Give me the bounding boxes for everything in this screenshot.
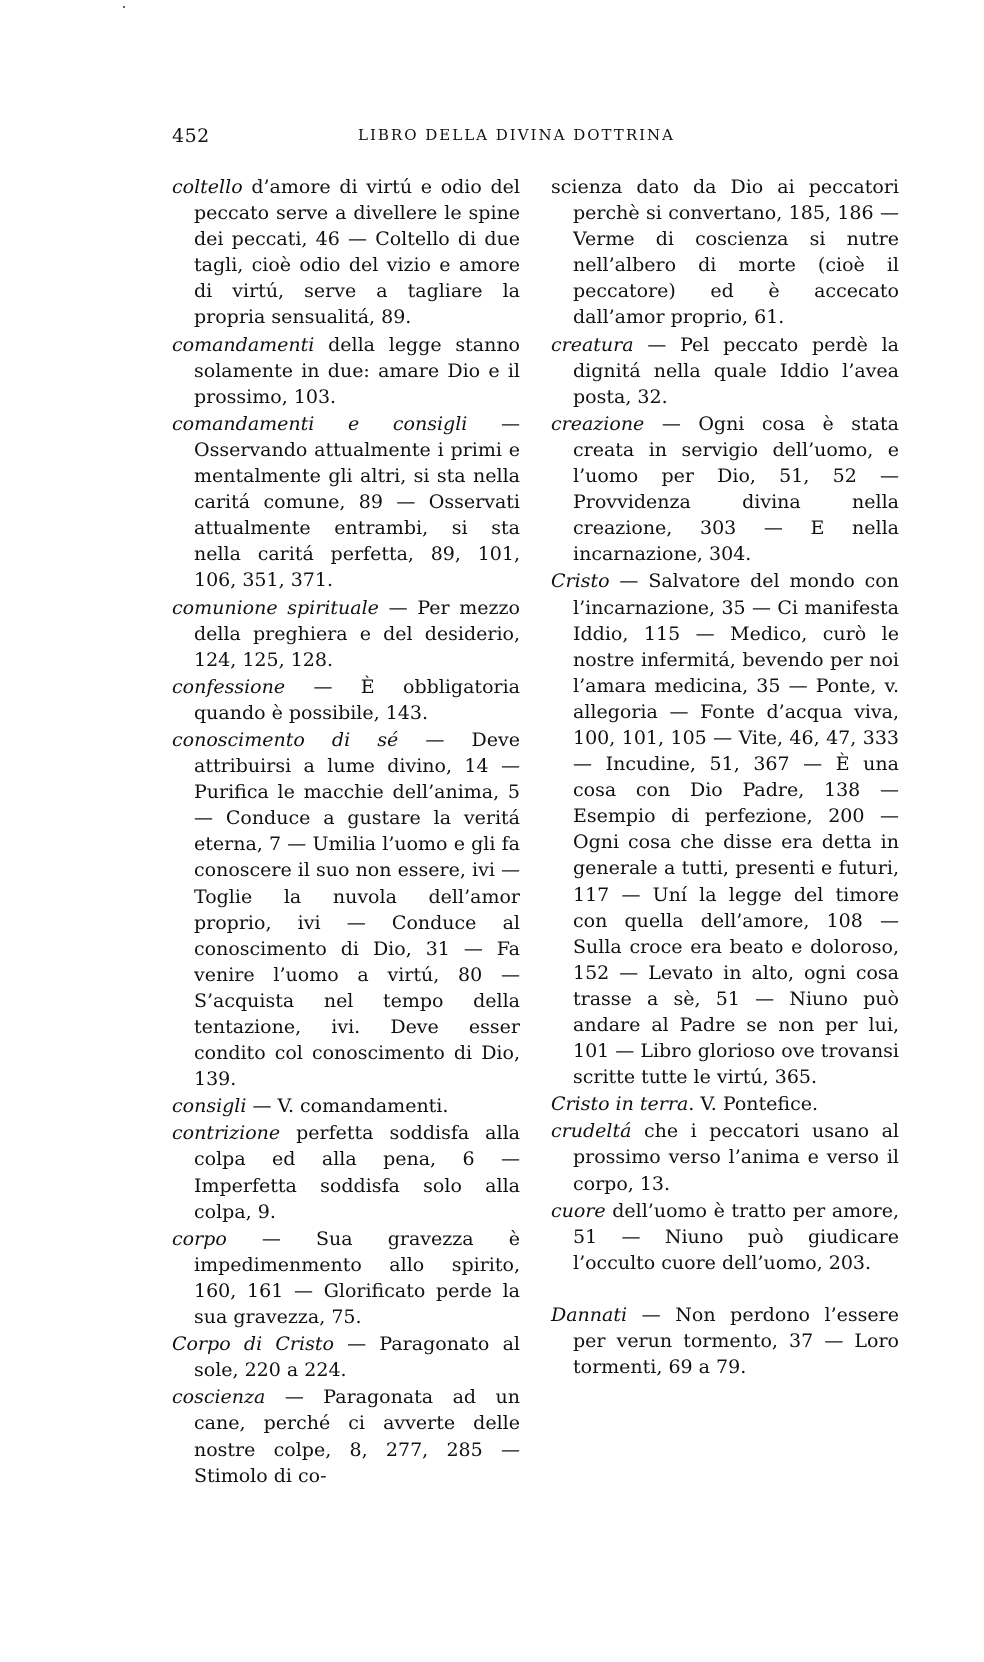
- entry-text: — Non perdono l’essere per verun tormento, 37 — Loro tormenti, 69 a 79.: [573, 1303, 899, 1379]
- index-entry: [172, 674, 520, 726]
- index-entry: [172, 727, 520, 1092]
- index-entry: [551, 1091, 899, 1117]
- index-entry: [172, 332, 520, 410]
- index-entry: [551, 568, 899, 1090]
- entry-headword: consigli: [172, 1095, 247, 1118]
- index-entry: [172, 1384, 520, 1488]
- index-entry: [172, 1120, 520, 1224]
- entry-text: — Salvatore del mondo con l’incarnazione, 35 — Ci manifesta Iddio, 115 — Medico, curò le nostre infermitá, bevendo per noi l’amara medicina, 35 — Ponte, v. allegoria — Fonte d’acqua viva, 100, 101, 105 — Vite, 46, 47, 333 — Incudine, 51, 367 — È una cosa con Dio Padre, 138 — Esempio di perfezione, 200 — Ogni cosa che disse era detta in generale a tutti, presenti e futuri, 117 — Uní la legge del timore con quella dell’amore, 108 — Sulla croce era beato e doloroso, 152 — Levato in alto, ogni cosa trasse a sè, 51 — Niuno può andare al Padre se non per lui, 101 — Libro glorioso ove trovansi scritte tutte le virtú, 365.: [573, 570, 900, 1089]
- index-entry-continued: [551, 174, 899, 331]
- index-entry: [551, 1198, 899, 1276]
- entry-headword: creatura: [551, 333, 634, 356]
- entry-text: — Osservando attualmente i primi e mentalmente gli altri, si sta nella caritá comune, 89 — Osservati attualmente entrambi, si sta nella caritá perfetta, 89, 101, 106, 351, 371.: [194, 412, 520, 592]
- entry-text: scienza dato da Dio ai peccatori perchè si convertano, 185, 186 — Verme di coscienza si nutre nell’albero di morte (cioè il peccatore) ed è accecato dall’amor proprio, 61.: [551, 176, 899, 329]
- scan-speck: [123, 6, 125, 8]
- entry-text: — Deve attribuirsi a lume divino, 14 — Purifica le macchie dell’anima, 5 — Conduce a gustare la veritá eterna, 7 — Umilia l’uomo e gli fa conoscere il suo non essere, ivi — Toglie la nuvola dell’amor proprio, ivi — Conduce al conoscimento di Dio, 31 — Fa venire l’uomo a virtú, 80 — S’acquista nel tempo della tentazione, ivi. Deve esser condito col conoscimento di Dio, 139.: [194, 728, 520, 1091]
- index-entry: [172, 595, 520, 673]
- entry-headword: coltello: [172, 176, 243, 198]
- entry-text: perfetta soddisfa alla colpa ed alla pena, 6 — Imperfetta soddisfa solo alla colpa, 9.: [194, 1122, 520, 1223]
- entry-headword: cuore: [551, 1199, 606, 1222]
- entry-text: — È obbligatoria quando è possibile, 143.: [194, 675, 520, 724]
- entry-text: dell’uomo è tratto per amore, 51 — Niuno può giudicare l’occulto cuore dell’uomo, 203.: [573, 1199, 899, 1274]
- page-number: 452: [172, 125, 210, 147]
- index-entry: [172, 1331, 520, 1383]
- entry-text: — Sua gravezza è impedimenmento allo spirito, 160, 161 — Glorificato perde la sua gravezza, 75.: [194, 1227, 520, 1329]
- entry-text: — V. comandamenti.: [246, 1095, 449, 1118]
- entry-headword: comandamenti e consigli: [172, 412, 468, 435]
- entry-headword: coscienza: [172, 1386, 266, 1409]
- entry-text: della legge stanno solamente in due: amare Dio e il prossimo, 103.: [194, 333, 520, 408]
- entry-text: — Per mezzo della preghiera e del desiderio, 124, 125, 128.: [194, 596, 520, 671]
- entry-text: . V. Pontefice.: [688, 1093, 819, 1116]
- entry-headword: Cristo: [551, 570, 610, 593]
- index-entry: [551, 1302, 899, 1380]
- entry-text: — Paragonato al sole, 220 a 224.: [194, 1333, 520, 1382]
- entry-headword: contrizione: [172, 1122, 281, 1145]
- index-entry: [172, 1093, 520, 1119]
- index-entry: [551, 332, 899, 410]
- running-title: LIBRO DELLA DIVINA DOTTRINA: [358, 126, 675, 144]
- entry-text: d’amore di virtú e odio del peccato serve a divellere le spine dei peccati, 46 — Coltello di due tagli, cioè odio del vizio e amore di virtú, serve a tagliare la propria sensualitá, 89.: [194, 176, 520, 329]
- entry-headword: conoscimento di sé: [172, 728, 399, 751]
- index-entry: [172, 411, 520, 594]
- index-entry: [172, 174, 520, 331]
- index-entry: [551, 1118, 899, 1196]
- entry-text: — Ogni cosa è stata creata in servigio dell’uomo, e l’uomo per Dio, 51, 52 — Provvidenza divina nella creazione, 303 — E nella incarnazione, 304.: [573, 412, 899, 566]
- index-column-right: [551, 174, 899, 1381]
- entry-headword: Corpo di Cristo: [172, 1333, 334, 1356]
- index-column-left: [172, 174, 520, 1490]
- entry-headword: crudeltá: [551, 1120, 632, 1143]
- entry-text: — Pel peccato perdè la dignitá nella quale Iddio l’avea posta, 32.: [573, 333, 899, 408]
- entry-headword: creazione: [551, 412, 645, 435]
- index-entry: [172, 1226, 520, 1330]
- entry-text: — Paragonata ad un cane, perché ci avverte delle nostre colpe, 8, 277, 285 — Stimolo di co-: [194, 1386, 520, 1487]
- index-entry: [551, 411, 899, 568]
- entry-headword: Cristo in terra: [551, 1093, 689, 1116]
- entry-headword: confessione: [172, 675, 286, 698]
- entry-headword: Dannati: [551, 1303, 628, 1326]
- entry-text: che i peccatori usano al prossimo verso l’anima e verso il corpo, 13.: [573, 1120, 899, 1195]
- entry-headword: comunione spirituale: [172, 596, 379, 619]
- entry-headword: corpo: [172, 1227, 227, 1250]
- entry-headword: comandamenti: [172, 333, 315, 356]
